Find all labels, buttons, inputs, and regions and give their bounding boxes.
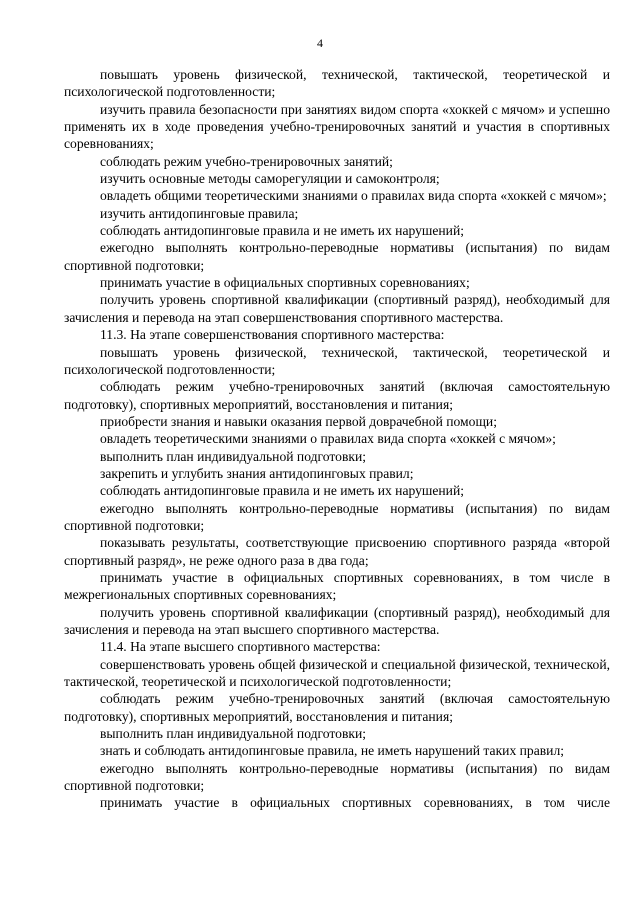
paragraph: знать и соблюдать антидопинговые правила, не иметь нарушений таких правил; (100, 743, 564, 759)
paragraph: соблюдать режим учебно-тренировочных занятий (включая самостоятельную подготовку), спортивных мероприятий, восстановления и питания; (64, 379, 610, 412)
paragraph: приобрести знания и навыки оказания первой доврачебной помощи; (100, 413, 497, 429)
paragraph: повышать уровень физической, технической, тактической, теоретической и психологической подготовленности; (64, 67, 610, 100)
paragraph: соблюдать режим учебно-тренировочных занятий; (100, 153, 393, 169)
paragraph: получить уровень спортивной квалификации (спортивный разряд), необходимый для зачисления и перевода на этап совершенствования спортивного мастерства. (64, 292, 610, 325)
document-body (64, 66, 610, 812)
page-number: 4 (317, 36, 323, 50)
paragraph: повышать уровень физической, технической, тактической, теоретической и психологической подготовленности; (64, 344, 610, 377)
paragraph: выполнить план индивидуальной подготовки; (100, 726, 367, 742)
paragraph: получить уровень спортивной квалификации (спортивный разряд), необходимый для зачисления и перевода на этап высшего спортивного мастерства. (64, 604, 610, 637)
paragraph: ежегодно выполнять контрольно-переводные нормативы (испытания) по видам спортивной подготовки; (64, 760, 610, 794)
paragraph: совершенствовать уровень общей физической и специальной физической, технической, тактической, теоретической и психологической подготовленности; (64, 656, 610, 690)
paragraph: соблюдать режим учебно-тренировочных занятий (включая самостоятельную подготовку), спортивных мероприятий, восстановления и питания; (64, 691, 610, 724)
section-heading: 11.4. На этапе высшего спортивного мастерства: (100, 639, 381, 655)
paragraph: принимать участие в официальных спортивных соревнованиях, в том числе (100, 795, 610, 811)
paragraph: принимать участие в официальных спортивных соревнованиях, в том числе в межрегиональных спортивных соревнованиях; (64, 569, 610, 603)
paragraph: изучить основные методы саморегуляции и самоконтроля; (100, 171, 440, 187)
paragraph: соблюдать антидопинговые правила и не иметь их нарушений; (100, 483, 465, 499)
section-heading: 11.3. На этапе совершенствования спортивного мастерства: (100, 327, 445, 343)
paragraph: выполнить план индивидуальной подготовки; (100, 448, 367, 464)
paragraph: ежегодно выполнять контрольно-переводные нормативы (испытания) по видам спортивной подготовки; (64, 500, 610, 533)
paragraph: принимать участие в официальных спортивных соревнованиях; (100, 275, 470, 291)
paragraph: изучить антидопинговые правила; (100, 205, 299, 221)
paragraph: соблюдать антидопинговые правила и не иметь их нарушений; (100, 223, 465, 239)
paragraph: овладеть теоретическими знаниями о правилах вида спорта «хоккей с мячом»; (100, 431, 556, 447)
paragraph: овладеть общими теоретическими знаниями о правилах вида спорта «хоккей с мячом»; (100, 188, 607, 204)
paragraph: изучить правила безопасности при занятиях видом спорта «хоккей с мячом» и успешно применять их в ходе проведения учебно-тренировочных занятий и участия в спортивных соревнованиях; (64, 101, 610, 152)
paragraph: закрепить и углубить знания антидопинговых правил; (100, 465, 414, 481)
paragraph: показывать результаты, соответствующие присвоению спортивного разряда «второй спортивный разряд», не реже одного раза в два года; (64, 535, 610, 568)
paragraph: ежегодно выполнять контрольно-переводные нормативы (испытания) по видам спортивной подготовки; (64, 240, 610, 273)
